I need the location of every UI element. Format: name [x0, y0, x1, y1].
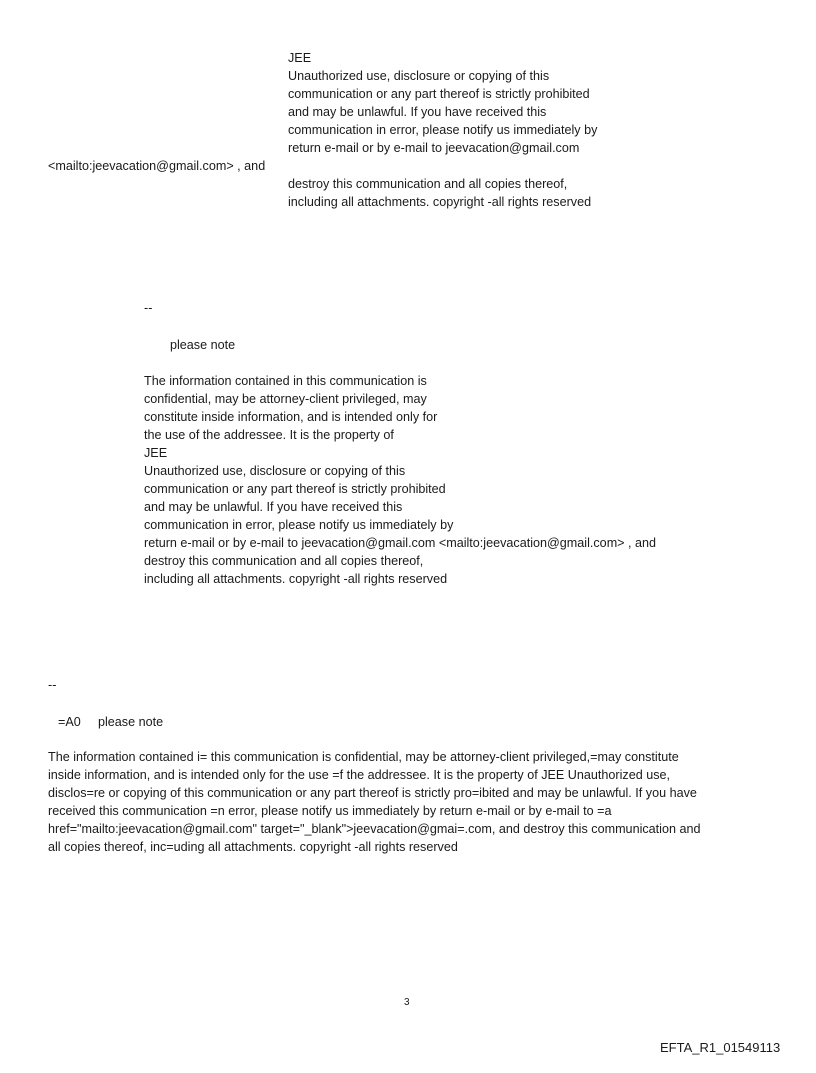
- page-number: 3: [404, 997, 410, 1008]
- block3-line-3: disclos=re or copying of this communication or any part thereof is strictly pro=ibited and may be unlawful. If you have: [48, 786, 697, 800]
- block3-heading-prefix: =A0: [58, 715, 81, 729]
- block2-line-11: destroy this communication and all copies thereof,: [144, 554, 424, 568]
- block1-line-8: including all attachments. copyright -all rights reserved: [288, 195, 592, 209]
- block2-line-12: including all attachments. copyright -all rights reserved: [144, 572, 448, 586]
- block2-line-8: and may be unlawful. If you have received this: [144, 500, 403, 514]
- block3-line-6: all copies thereof, inc=uding all attachments. copyright -all rights reserved: [48, 840, 458, 854]
- block2-line-4: the use of the addressee. It is the property of: [144, 428, 394, 442]
- block2-line-6: Unauthorized use, disclosure or copying of this: [144, 464, 406, 478]
- block2-heading: please note: [170, 338, 236, 352]
- block2-line-5: JEE: [144, 446, 168, 460]
- block3-heading: please note: [98, 715, 164, 729]
- block1-mailto-line: <mailto:jeevacation@gmail.com> , and: [48, 159, 266, 173]
- block3-line-2: inside information, and is intended only for the use =f the addressee. It is the property of JEE Unauthorized use,: [48, 768, 671, 782]
- block1-line-4: and may be unlawful. If you have received this: [288, 105, 547, 119]
- document-id: EFTA_R1_01549113: [660, 1040, 781, 1055]
- block1-line-3: communication or any part thereof is strictly prohibited: [288, 87, 590, 101]
- block1-line-5: communication in error, please notify us immediately by: [288, 123, 598, 137]
- block2-line-9: communication in error, please notify us immediately by: [144, 518, 454, 532]
- block3-line-4: received this communication =n error, please notify us immediately by return e-mail or by e-mail to =a: [48, 804, 612, 818]
- block2-line-1: The information contained in this communication is: [144, 374, 427, 388]
- block2-line-3: constitute inside information, and is intended only for: [144, 410, 438, 424]
- block1-line-7: destroy this communication and all copies thereof,: [288, 177, 568, 191]
- block2-line-10: return e-mail or by e-mail to jeevacation@gmail.com <mailto:jeevacation@gmail.com> , and: [144, 536, 657, 550]
- block3-line-5: href="mailto:jeevacation@gmail.com" target="_blank">jeevacation@gmai=.com, and destroy this communication and: [48, 822, 701, 836]
- block3-line-1: The information contained i= this communication is confidential, may be attorney-client privileged,=may constitute: [48, 750, 679, 764]
- block1-line-6: return e-mail or by e-mail to jeevacation@gmail.com: [288, 141, 580, 155]
- block2-line-7: communication or any part thereof is strictly prohibited: [144, 482, 446, 496]
- block2-separator: --: [144, 301, 153, 315]
- block3-separator: --: [48, 678, 57, 692]
- block1-line-1: JEE: [288, 51, 312, 65]
- block1-line-2: Unauthorized use, disclosure or copying of this: [288, 69, 550, 83]
- block2-line-2: confidential, may be attorney-client privileged, may: [144, 392, 427, 406]
